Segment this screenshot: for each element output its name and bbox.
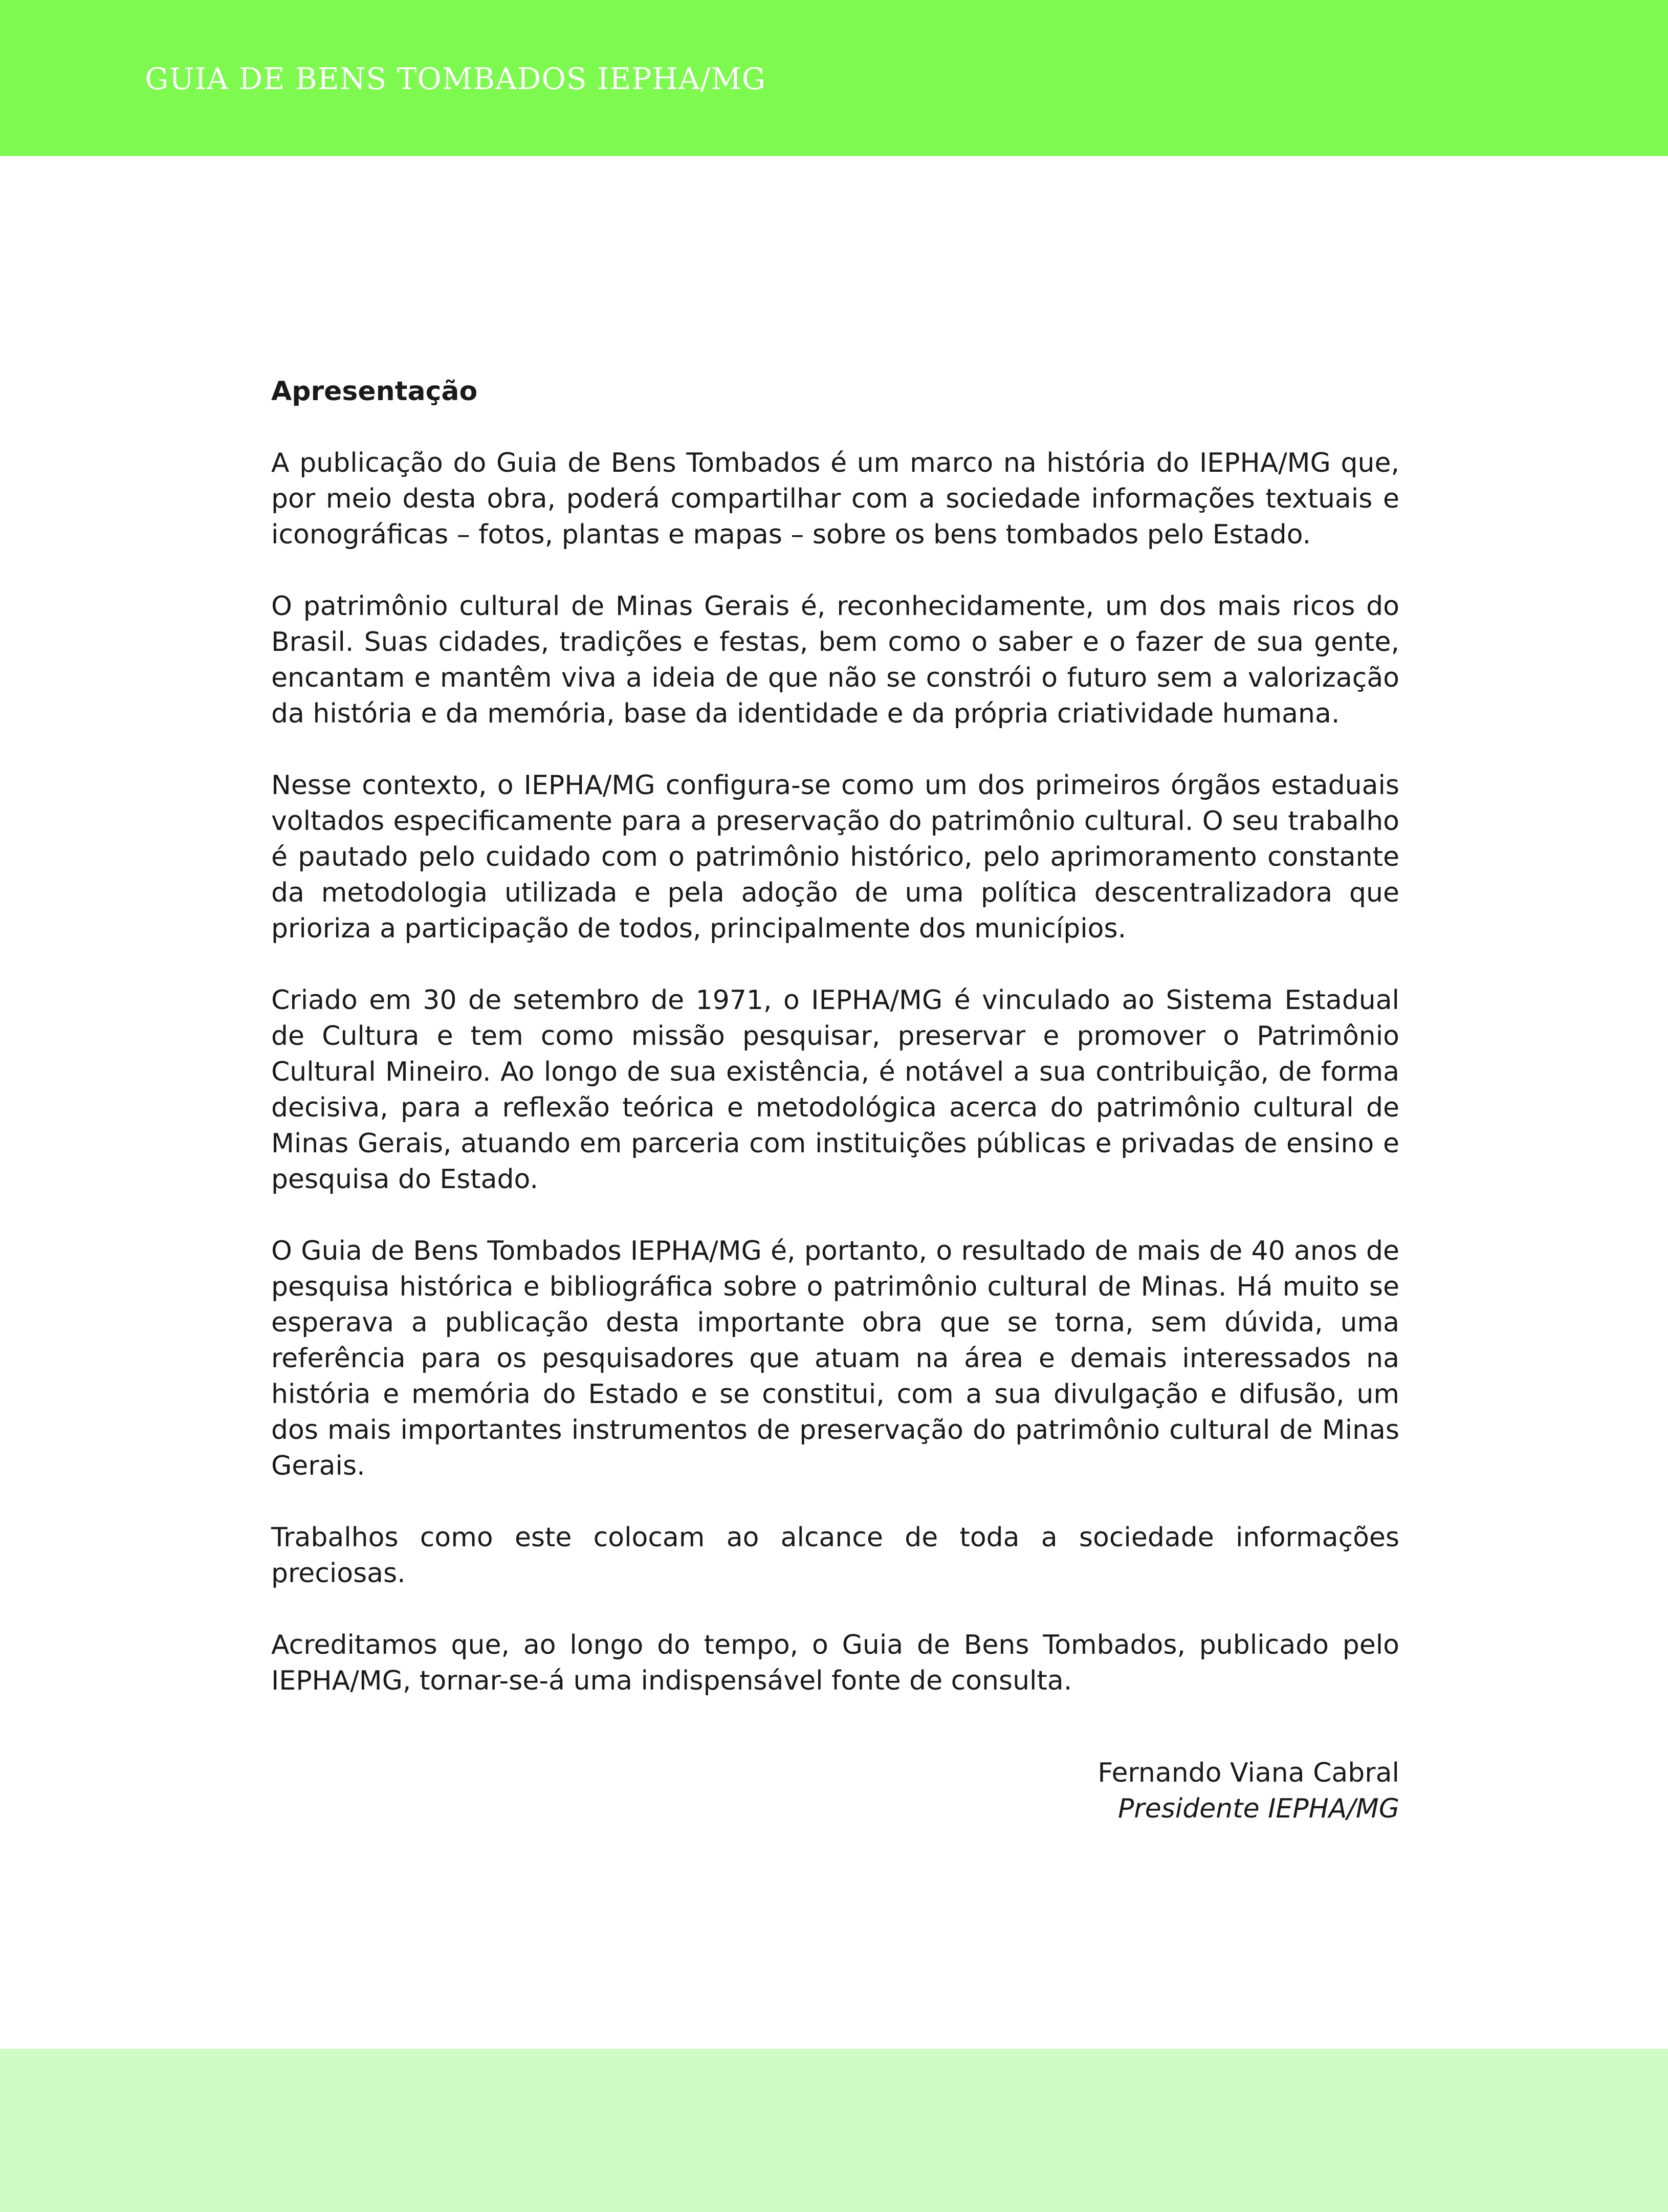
signature-role: Presidente IEPHA/MG (1117, 1793, 1399, 1824)
paragraph-4: Criado em 30 de setembro de 1971, o IEPHA/MG é vinculado ao Sistema Estadual de Cultura e tem como missão pesquisar, preservar e promover o Patrimônio Cultural Mineiro. Ao longo de sua existência, é notável a sua contribuição, de forma decisiva, para a reflexão teórica e metodológica acerca do patrimônio cultural de Minas Gerais, atuando em parceria com instituições públicas e privadas de ensino e pesquisa do Estado. (271, 985, 1399, 1195)
header-title: GUIA DE BENS TOMBADOS IEPHA/MG (145, 61, 766, 96)
paragraph-1: A publicação do Guia de Bens Tombados é um marco na história do IEPHA/MG que, por meio desta obra, poderá compartilhar com a sociedade informações textuais e iconográficas – fotos, plantas e mapas – sobre os bens tombados pelo Estado. (271, 448, 1399, 550)
signature-block (271, 1755, 1399, 1827)
footer-band (0, 2049, 1668, 2212)
paragraph-6: Trabalhos como este colocam ao alcance de toda a sociedade informações preciosas. (271, 1522, 1399, 1589)
paragraph-7: Acreditamos que, ao longo do tempo, o Guia de Bens Tombados, publicado pelo IEPHA/MG, tornar-se-á uma indispensável fonte de consulta. (271, 1630, 1399, 1696)
paragraph-3: Nesse contexto, o IEPHA/MG configura-se como um dos primeiros órgãos estaduais voltados especificamente para a preservação do patrimônio cultural. O seu trabalho é pautado pelo cuidado com o patrimônio histórico, pelo aprimoramento constante da metodologia utilizada e pela adoção de uma política descentralizadora que prioriza a participação de todos, principalmente dos municípios. (271, 770, 1399, 944)
paragraph-5: O Guia de Bens Tombados IEPHA/MG é, portanto, o resultado de mais de 40 anos de pesquisa histórica e bibliográfica sobre o patrimônio cultural de Minas. Há muito se esperava a publicação desta importante obra que se torna, sem dúvida, uma referência para os pesquisadores que atuam na área e demais interessados na história e memória do Estado e se constitui, com a sua divulgação e difusão, um dos mais importantes instrumentos de preservação do patrimônio cultural de Minas Gerais. (271, 1236, 1399, 1481)
main-content (271, 374, 1399, 1827)
section-heading: Apresentação (271, 376, 478, 407)
paragraph-2: O patrimônio cultural de Minas Gerais é, reconhecidamente, um dos mais ricos do Brasil. Suas cidades, tradições e festas, bem como o saber e o fazer de sua gente, encantam e mantêm viva a ideia de que não se constrói o futuro sem a valorização da história e da memória, base da identidade e da própria criatividade humana. (271, 591, 1399, 729)
signature-name: Fernando Viana Cabral (1098, 1758, 1399, 1788)
header-band (0, 0, 1668, 156)
